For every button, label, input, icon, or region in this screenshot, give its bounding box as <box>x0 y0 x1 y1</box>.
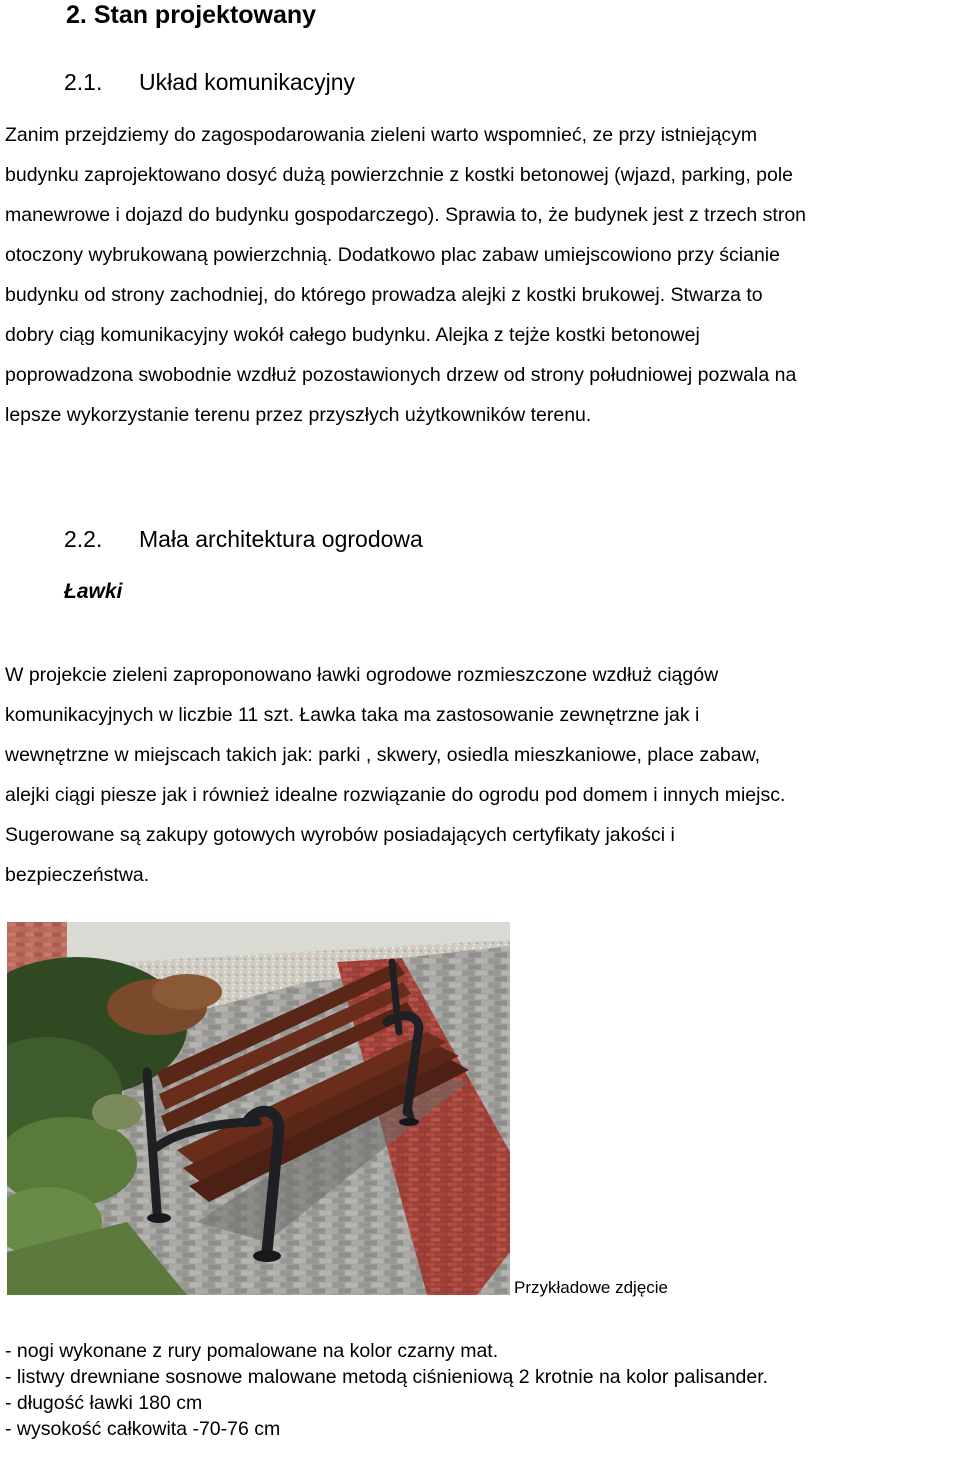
subsection-heading-2-2 <box>64 525 423 553</box>
subsection-heading-2-1 <box>64 68 355 96</box>
section-heading <box>66 0 316 30</box>
spec-item: - wysokość całkowita -70-76 cm <box>5 1418 281 1440</box>
paragraph-line: wewnętrzne w miejscach takich jak: parki , skwery, osiedla mieszkaniowe, place zabaw, <box>5 744 761 766</box>
benches-subheading: Ławki <box>64 580 123 603</box>
paragraph-line: lepsze wykorzystanie terenu przez przyszłych użytkowników terenu. <box>5 404 592 426</box>
subsection-number: 2.2. <box>64 526 103 552</box>
spec-item: - listwy drewniane sosnowe malowane metodą ciśnieniową 2 krotnie na kolor palisander. <box>5 1366 769 1388</box>
paragraph-line: komunikacyjnych w liczbie 11 szt. Ławka taka ma zastosowanie zewnętrzne jak i <box>5 704 700 726</box>
paragraph-line: dobry ciąg komunikacyjny wokół całego budynku. Alejka z tejże kostki betonowej <box>5 324 700 346</box>
spec-item: - długość ławki 180 cm <box>5 1392 203 1414</box>
paragraph-line: Sugerowane są zakupy gotowych wyrobów posiadających certyfikaty jakości i <box>5 824 675 846</box>
bench-specs-list <box>5 1338 768 1442</box>
paragraph-line: alejki ciągi piesze jak i również idealne rozwiązanie do ogrodu pod domem i innych miejsc. <box>5 784 786 806</box>
paragraph-line: budynku zaprojektowano dosyć dużą powierzchnie z kostki betonowej (wjazd, parking, pole <box>5 164 794 186</box>
subsection-number: 2.1. <box>64 69 103 95</box>
paragraph-benches <box>5 655 960 895</box>
paragraph-communication <box>5 115 960 435</box>
paragraph-line: otoczony wybrukowaną powierzchnią. Dodatkowo plac zabaw umiejscowiono przy ścianie <box>5 244 780 266</box>
paragraph-line: Zanim przejdziemy do zagospodarowania zieleni warto wspomnieć, ze przy istniejącym <box>5 124 758 146</box>
photo-caption: Przykładowe zdjęcie <box>514 1278 669 1297</box>
subsection-title: Mała architektura ogrodowa <box>139 526 423 552</box>
paragraph-line: bezpieczeństwa. <box>5 864 150 886</box>
paragraph-line: poprowadzona swobodnie wzdłuż pozostawionych drzew od strony południowej pozwala na <box>5 364 797 386</box>
subsection-title: Układ komunikacyjny <box>139 69 356 95</box>
bench-photo <box>7 922 510 1295</box>
section-heading-number: 2. <box>66 1 87 29</box>
paragraph-line: budynku od strony zachodniej, do którego prowadza alejki z kostki brukowej. Stwarza to <box>5 284 763 306</box>
paragraph-line: manewrowe i dojazd do budynku gospodarczego). Sprawia to, że budynek jest z trzech stron <box>5 204 807 226</box>
paragraph-line: W projekcie zieleni zaproponowano ławki ogrodowe rozmieszczone wzdłuż ciągów <box>5 664 719 686</box>
spec-item: - nogi wykonane z rury pomalowane na kolor czarny mat. <box>5 1340 499 1362</box>
section-heading-title: Stan projektowany <box>93 1 317 29</box>
